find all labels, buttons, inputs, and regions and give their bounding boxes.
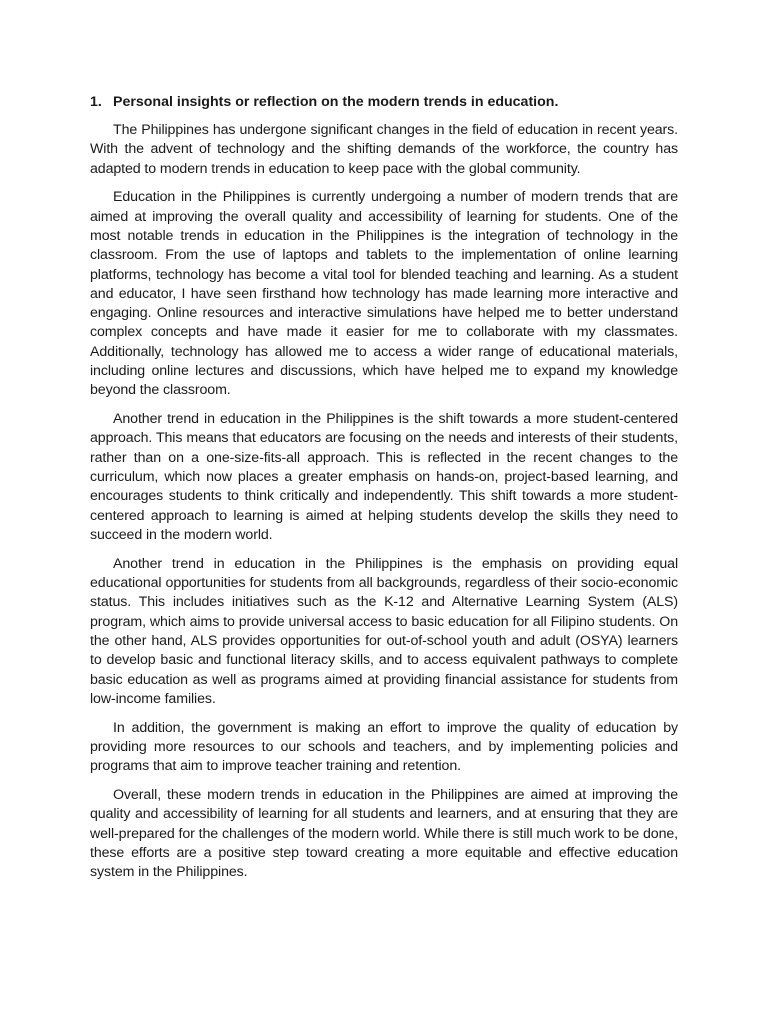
paragraph-intro: The Philippines has undergone significant changes in the field of education in recent years. With the advent of technology and the shifting demands of the workforce, the country has adapted to modern trends in education to keep pace with the global community. [90, 122, 678, 177]
section-number: 1. [90, 94, 102, 110]
section-title: Personal insights or reflection on the modern trends in education. [113, 94, 559, 110]
paragraph-technology: Education in the Philippines is currently undergoing a number of modern trends that are aimed at improving the overall quality and accessibility of learning for students. One of the most notable trends in education in the Philippines is the integration of technology in the classroom. From the use of laptops and tablets to the implementation of online learning platforms, technology has become a vital tool for blended teaching and learning. As a student and educator, I have seen firsthand how technology has made learning more interactive and engaging. Online resources and interactive simulations have helped me to better understand complex concepts and have made it easier for me to collaborate with my classmates. Additionally, technology has allowed me to access a wider range of educational materials, including online lectures and discussions, which have helped me to expand my knowledge beyond the classroom. [90, 189, 678, 399]
section-heading [90, 93, 678, 112]
document-body [90, 93, 678, 892]
paragraph-equal-opportunities: Another trend in education in the Philippines is the emphasis on providing equal educational opportunities for students from all backgrounds, regardless of their socio-economic status. This includes initiatives such as the K-12 and Alternative Learning System (ALS) program, which aims to provide universal access to basic education for all Filipino students. On the other hand, ALS provides opportunities for out-of-school youth and adult (OSYA) learners to develop basic and functional literacy skills, and to access equivalent pathways to complete basic education as well as programs aimed at providing financial assistance for students from low-income families. [90, 555, 678, 707]
paragraph-student-centered: Another trend in education in the Philippines is the shift towards a more student-centered approach. This means that educators are focusing on the needs and interests of their students, rather than on a one-size-fits-all approach. This is reflected in the recent changes to the curriculum, which now places a greater emphasis on hands-on, project-based learning, and encourages students to think critically and independently. This shift towards a more student-centered approach to learning is aimed at helping students develop the skills they need to succeed in the modern world. [90, 411, 678, 543]
paragraph-government: In addition, the government is making an effort to improve the quality of education by providing more resources to our schools and teachers, and by implementing policies and programs that aim to improve teacher training and retention. [90, 719, 678, 775]
paragraph-conclusion: Overall, these modern trends in education in the Philippines are aimed at improving the quality and accessibility of learning for all students and learners, and at ensuring that they are well-prepared for the challenges of the modern world. While there is still much work to be done, these efforts are a positive step toward creating a more equitable and effective education system in the Philippines. [90, 787, 678, 881]
